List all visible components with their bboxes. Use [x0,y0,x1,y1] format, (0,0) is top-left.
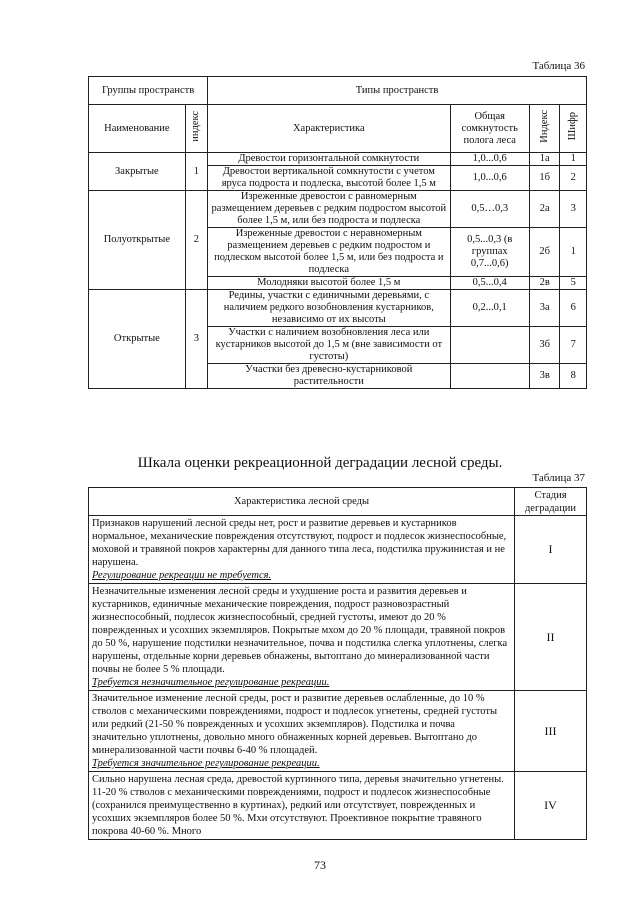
density-cell: 0,2...0,1 [450,290,529,327]
index-cell: 2а [529,191,560,228]
header-forest-characteristic: Характеристика лесной среды [89,488,515,516]
degradation-stage: III [515,691,587,772]
density-cell: 0,5...0,4 [450,277,529,290]
index-cell: 3б [529,327,560,364]
table-37 [88,487,587,840]
density-cell [450,364,529,389]
table-row [89,772,587,840]
group-index: 2 [185,191,207,290]
header-types: Типы пространств [208,77,587,105]
index-cell: 2б [529,228,560,277]
description-text: Незначительные изменения лесной среды и ухудшение роста и развития деревьев и кустарников, единичные механические повреждения, подрост разновозрастный жизнеспособный, подлесок жизнеспособный, средней густоты, имеют до 20 % поврежденных и усохших экземпляров. Покрытые мхом до 20 % площади, травяной покров до 50 %, нарушение подстилки незначительное, почва и подстилка слегка уплотнены, слегка нарушены, отдельные корни деревьев обнажены, вытоптано до минерализованной части почвы не более 5 % площади. [92,586,508,675]
index-cell: 1б [529,166,560,191]
code-cell: 6 [560,290,587,327]
degradation-description [89,516,515,584]
code-cell: 8 [560,364,587,389]
table-row [89,516,587,584]
header-index-2: Индекс [529,105,560,153]
degradation-stage: II [515,584,587,691]
code-cell: 7 [560,327,587,364]
density-cell: 1,0...0,6 [450,166,529,191]
characteristic-cell: Изреженные древостои с неравномерным размещением деревьев с редким подростом и подлеском высотой более 1,5 м, или без подроста и подлеска [208,228,450,277]
regulation-note: Требуется незначительное регулирование рекреации. [92,677,330,688]
table-37-label: Таблица 37 [532,472,585,484]
table-row [89,290,587,327]
header-degradation-stage: Стадия деградации [515,488,587,516]
table-row [89,191,587,228]
table-row [89,153,587,166]
density-cell: 0,5...0,3 (в группах 0,7...0,6) [450,228,529,277]
header-groups: Группы пространств [89,77,208,105]
index-cell: 3а [529,290,560,327]
header-characteristic: Характеристика [208,105,450,153]
table-row [89,691,587,772]
header-index: индекс [185,105,207,153]
characteristic-cell: Участки без древесно-кустарниковой растительности [208,364,450,389]
code-cell: 1 [560,153,587,166]
group-name: Полуоткрытые [89,191,186,290]
characteristic-cell: Древостои горизонтальной сомкнутости [208,153,450,166]
page-number: 73 [314,858,326,872]
table-36 [88,76,587,389]
code-cell: 5 [560,277,587,290]
group-index: 3 [185,290,207,389]
degradation-description [89,691,515,772]
description-text: Сильно нарушена лесная среда, древостой куртинного типа, деревья значительно угнетены. 11-20 % стволов с механическими повреждениями, подрост и подлесок жизнеспособные (сохранился преимущественно в куртинах), редкий или отсутствует, поврежденных и усохших экземпляров более 50 %. Мхи отсутствуют. Проективное покрытие травяного покрова 40-60 %. Много [92,774,504,837]
density-cell: 0,5…0,3 [450,191,529,228]
header-code: Шифр [560,105,587,153]
index-cell: 1а [529,153,560,166]
characteristic-cell: Молодняки высотой более 1,5 м [208,277,450,290]
group-name: Закрытые [89,153,186,191]
description-text: Значительное изменение лесной среды, рост и развитие деревьев ослабленные, до 10 % стволов с механическими повреждениями, подрост и подлесок угнетены, средней густоты или редкий (21-50 % поврежденных и усохших экземпляров). Подстилка и почва значительно уплотнены, довольно много обнаженных корней деревьев. Вытоптано до минерализованной части почвы 6-40 % площадей. [92,693,498,756]
characteristic-cell: Участки с наличием возобновления леса или кустарников высотой до 1,5 м (вне зависимости от густоты) [208,327,450,364]
regulation-note: Требуется значительное регулирование рекреации. [92,758,320,769]
table-36-label: Таблица 36 [532,60,585,72]
degradation-stage: I [515,516,587,584]
table-row [89,584,587,691]
group-index: 1 [185,153,207,191]
characteristic-cell: Редины, участки с единичными деревьями, с наличием редкого возобновления кустарников, независимо от их высоты [208,290,450,327]
code-cell: 3 [560,191,587,228]
index-cell: 2в [529,277,560,290]
description-text: Признаков нарушений лесной среды нет, рост и развитие деревьев и кустарников нормальное, механические повреждения отсутствуют, подрост и подлесок жизнеспособные, моховой и травяной покров характерны для данного типа леса, подстилка пружинистая и не нарушена. [92,518,507,568]
table-37-title: Шкала оценки рекреационной деградации лесной среды. [137,455,503,471]
regulation-note: Регулирование рекреации не требуется. [92,570,272,581]
index-cell: 3в [529,364,560,389]
degradation-description [89,584,515,691]
group-name: Открытые [89,290,186,389]
code-cell: 2 [560,166,587,191]
header-density: Общая сомкнутость полога леса [450,105,529,153]
header-name: Наименование [89,105,186,153]
density-cell [450,327,529,364]
density-cell: 1,0...0,6 [450,153,529,166]
degradation-description [89,772,515,840]
degradation-stage: IV [515,772,587,840]
characteristic-cell: Древостои вертикальной сомкнутости с учетом яруса подроста и подлеска, высотой более 1,5 м [208,166,450,191]
code-cell: 1 [560,228,587,277]
characteristic-cell: Изреженные древостои с равномерным размещением деревьев с редким подростом высотой более 1,5 м, или без подроста и подлеска [208,191,450,228]
